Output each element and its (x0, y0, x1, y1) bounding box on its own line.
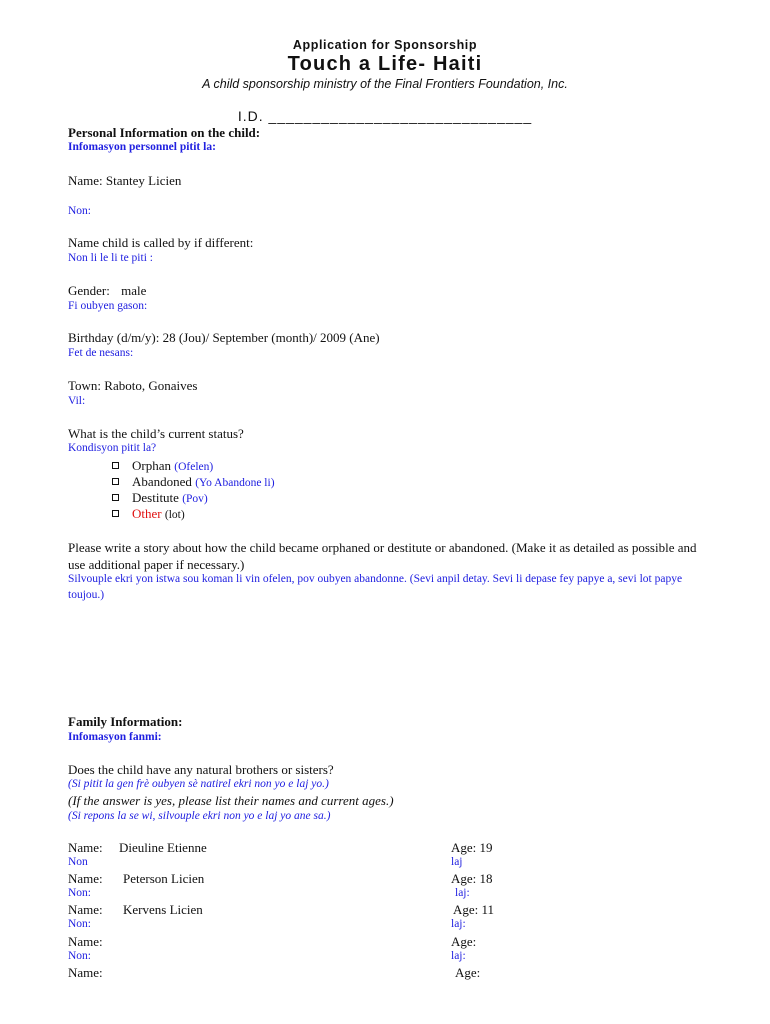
main-title: Touch a Life- Haiti (287, 53, 483, 75)
story-instructions-creole: Silvouple ekri yon istwa sou koman li vin ofelen, pov oubyen abandonne. (Sevi anpil detay. Sevi li depase fey papye a, sevi lot papye toujou.) (68, 573, 683, 601)
birthday-row (68, 330, 380, 346)
status-option-other[interactable] (112, 506, 185, 522)
sibling-name-label: Name: (68, 965, 103, 980)
birthday-label: Birthday (d/m/y): (68, 330, 160, 345)
status-label: What is the child’s current status? (68, 426, 244, 441)
personal-heading-creole: Infomasyon personnel pitit la: (68, 141, 216, 153)
checkbox-abandoned[interactable] (112, 478, 119, 485)
called-label-creole: Non li le li te piti : (68, 252, 153, 264)
status-option-creole: (lot) (164, 509, 185, 521)
status-option-label: Other (132, 506, 162, 521)
name-row (68, 173, 181, 189)
status-option-orphan[interactable] (112, 458, 213, 474)
gender-value[interactable]: male (121, 283, 147, 298)
family-heading: Family Information: (68, 714, 183, 729)
gender-label-creole: Fi oubyen gason: (68, 300, 148, 312)
story-text-area[interactable] (68, 610, 698, 705)
status-option-destitute[interactable] (112, 490, 208, 506)
status-option-creole: (Ofelen) (174, 461, 214, 473)
status-option-label: Orphan (132, 458, 171, 473)
sibling-name[interactable]: Peterson Licien (123, 871, 205, 886)
status-option-abandoned[interactable] (112, 474, 275, 490)
status-option-label: Destitute (132, 490, 179, 505)
sibling-name-label-creole: Non (68, 856, 88, 868)
sibling-name-label: Name: (68, 871, 103, 886)
sibling-name[interactable]: Dieuline Etienne (119, 840, 207, 855)
sibling-age-label-creole: laj: (455, 887, 470, 899)
sibling-name-label-creole: Non: (68, 887, 91, 899)
sibling-name[interactable]: Kervens Licien (123, 902, 203, 917)
personal-heading: Personal Information on the child: (68, 125, 261, 140)
town-row (68, 378, 197, 394)
birthday-label-creole: Fet de nesans: (68, 347, 134, 359)
sibling-name-label-creole: Non: (68, 918, 91, 930)
gender-label: Gender: (68, 283, 110, 298)
checkbox-orphan[interactable] (112, 462, 119, 469)
family-heading-creole: Infomasyon fanmi: (68, 731, 162, 743)
called-label: Name child is called by if different: (68, 235, 254, 250)
status-option-label: Abandoned (132, 474, 192, 489)
sibling-age[interactable]: Age: 18 (451, 871, 493, 886)
name-label: Name: (68, 173, 103, 188)
sibling-age[interactable]: Age: 19 (451, 840, 493, 855)
checkbox-other[interactable] (112, 510, 119, 517)
status-label-creole: Kondisyon pitit la? (68, 442, 157, 454)
siblings-instruction-creole: (Si repons la se wi, silvouple ekri non yo e laj yo ane sa.) (68, 810, 331, 822)
name-value[interactable]: Stantey Licien (105, 173, 182, 188)
sibling-age[interactable]: Age: (451, 934, 477, 949)
sibling-age[interactable]: Age: (455, 965, 481, 980)
sibling-age-label-creole: laj: (451, 950, 466, 962)
sibling-age[interactable]: Age: 11 (453, 902, 495, 917)
name-label-creole: Non: (68, 205, 91, 217)
town-value[interactable]: Raboto, Gonaives (104, 378, 198, 393)
birthday-value[interactable]: 28 (Jou)/ September (month)/ 2009 (Ane) (162, 330, 380, 345)
subtitle: A child sponsorship ministry of the Final Frontiers Foundation, Inc. (202, 77, 568, 91)
checkbox-destitute[interactable] (112, 494, 119, 501)
sibling-name-label: Name: (68, 840, 103, 855)
siblings-question: Does the child have any natural brothers or sisters? (68, 762, 334, 777)
sibling-age-label-creole: laj (451, 856, 463, 868)
sibling-name-label: Name: (68, 902, 103, 917)
town-label: Town: (68, 378, 102, 393)
sibling-name-label: Name: (68, 934, 103, 949)
status-option-creole: (Pov) (182, 493, 208, 505)
story-instructions: Please write a story about how the child became orphaned or destitute or abandoned. (Make it as detailed as possible and use additional paper if necessary.) (68, 540, 697, 572)
sibling-name-label-creole: Non: (68, 950, 91, 962)
status-option-creole: (Yo Abandone li) (195, 477, 275, 489)
sibling-age-label-creole: laj: (451, 918, 466, 930)
gender-row (68, 283, 146, 299)
form-title: Application for Sponsorship (292, 38, 478, 52)
siblings-question-creole: (Si pitit la gen frè oubyen sè natirel ekri non yo e laj yo.) (68, 778, 329, 790)
siblings-instruction: (If the answer is yes, please list their names and current ages.) (68, 793, 394, 808)
id-field[interactable]: I.D. ______________________________ (237, 108, 533, 124)
town-label-creole: Vil: (68, 395, 86, 407)
